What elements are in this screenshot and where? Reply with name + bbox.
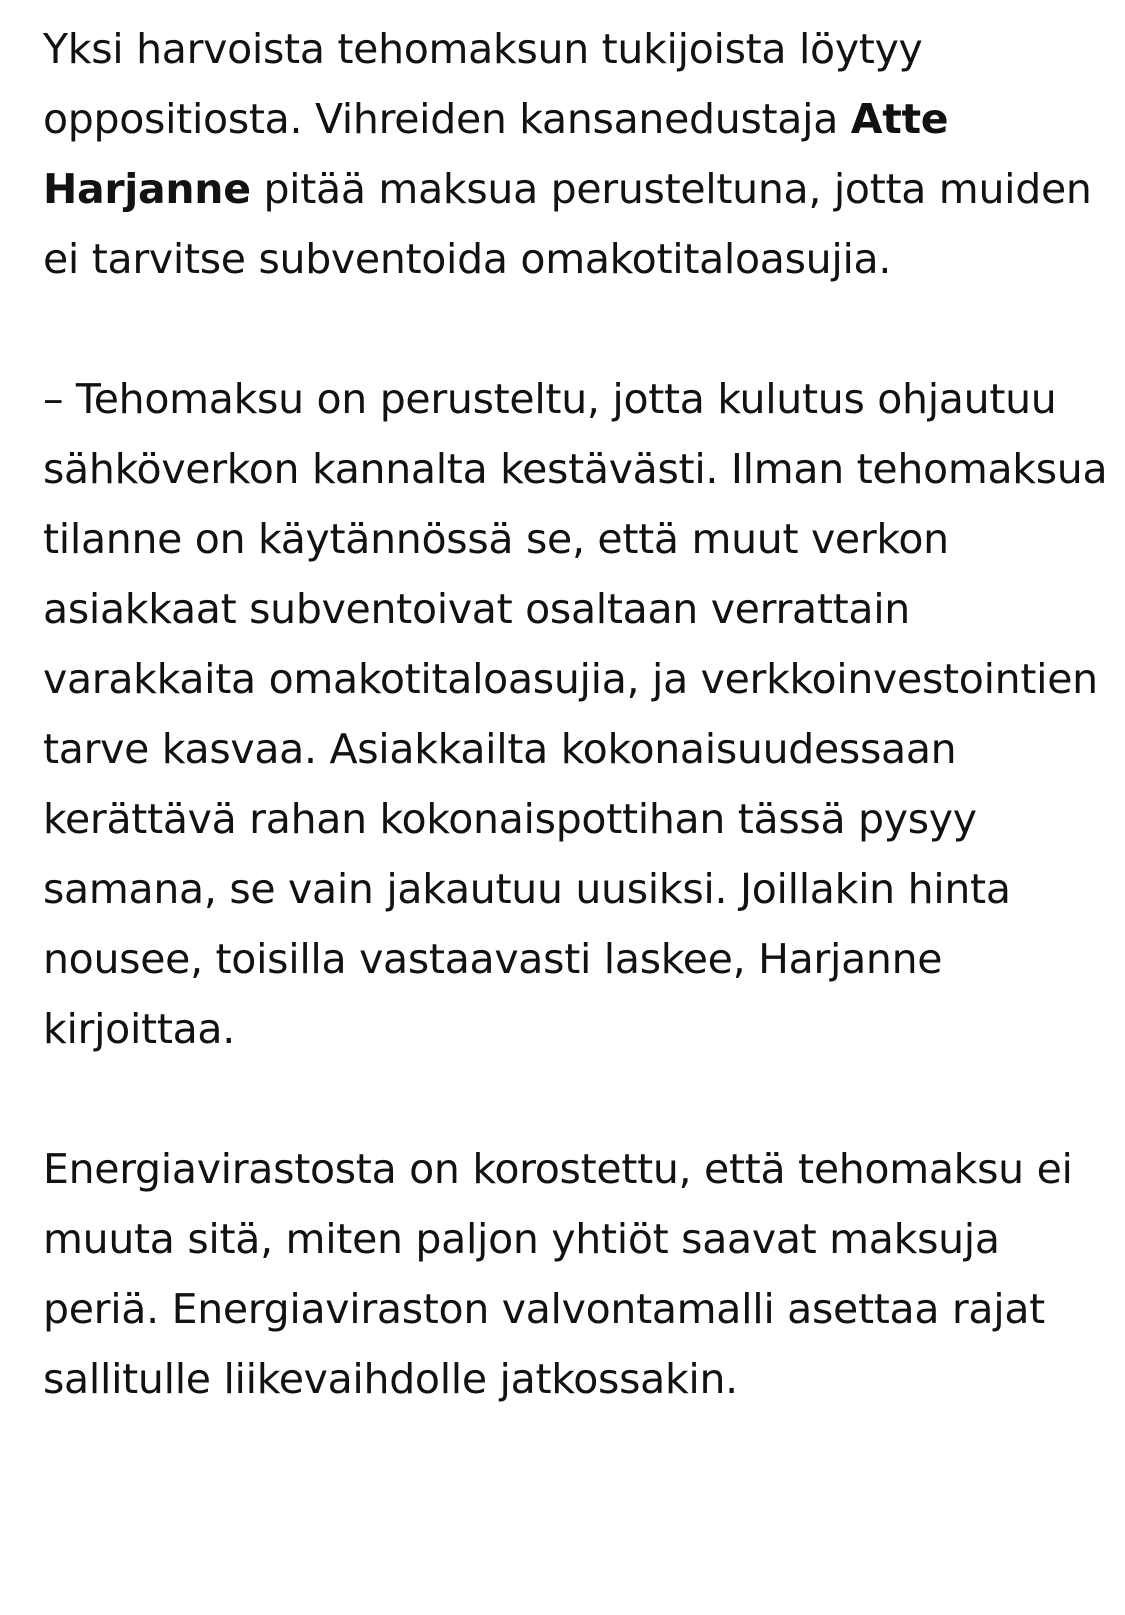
paragraph-quote: – Tehomaksu on perusteltu, jotta kulutus ohjautuu sähköverkon kannalta kestävästi. Ilman tehomaksua tilanne on käytännössä se, että muut verkon asiakkaat subventoivat osaltaan verrattain varakkaita omakotitaloasujia, ja verkkoinvestointien tarve kasvaa. Asiakkailta kokonaisuudessaan kerättävä rahan kokonaispottihan tässä pysyy samana, se vain jakautuu uusiksi. Joillakin hinta nousee, toisilla vastaavasti laskee, Harjanne kirjoittaa. <box>43 375 1108 1053</box>
paragraph-energiavirasto: Energiavirastosta on korostettu, että tehomaksu ei muuta sitä, miten paljon yhtiöt saavat maksuja periä. Energiaviraston valvontamalli asettaa rajat sallitulle liikevaihdolle jatkossakin. <box>43 1145 1073 1403</box>
person-name-bold: Atte Harjanne <box>43 95 949 213</box>
paragraph-harjanne-intro <box>43 14 1113 294</box>
paragraph-text: pitää maksua perusteltuna, jotta muiden ei tarvitse subventoida omakotitaloasujia. <box>43 165 1092 283</box>
article-body <box>43 14 1113 1414</box>
paragraph-text: Yksi harvoista tehomaksun tukijoista löytyy oppositiosta. Vihreiden kansanedustaja <box>43 25 923 143</box>
